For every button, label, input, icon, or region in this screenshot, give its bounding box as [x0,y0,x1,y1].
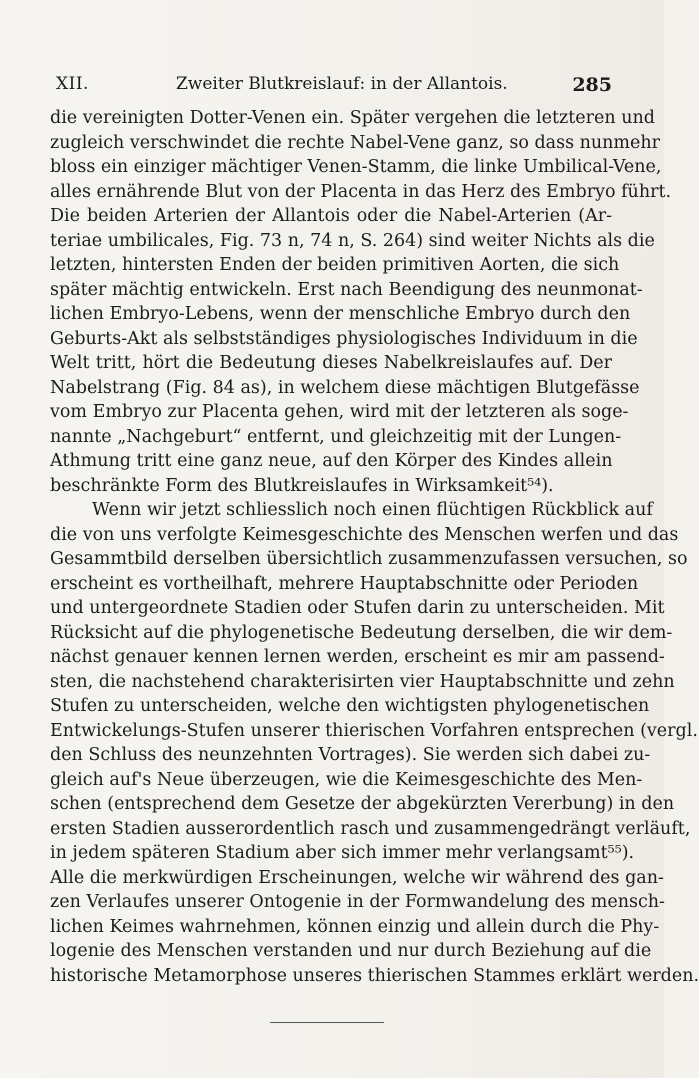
text-line: erscheint es vortheilhaft, mehrere Hauptabschnitte oder Perioden [50,573,639,594]
text-line: den Schluss des neunzehnten Vortrages). Sie werden sich dabei zu- [50,745,651,765]
text-line: logenie des Menschen verstanden und nur durch Beziehung auf die [50,941,652,961]
text-line: Welt tritt, hört die Bedeutung dieses Nabelkreislaufes auf. Der [50,353,612,373]
text-line: teriae umbilicales, Fig. 73 n, 74 n, S. 264) sind weiter Nichts als die [50,230,655,251]
text-line: letzten, hintersten Enden der beiden primitiven Aorten, die sich [50,255,620,275]
text-line: Rücksicht auf die phylogenetische Bedeutung derselben, die wir dem- [50,622,673,643]
text-line: bloss ein einziger mächtiger Venen-Stamm, die linke Umbilical-Vene, [50,157,662,177]
text-line: lichen Embryo-Lebens, wenn der menschliche Embryo durch den [50,304,631,324]
text-line: Alle die merkwürdigen Erscheinungen, welche wir während des gan- [50,867,664,888]
text-line: beschränkte Form des Blutkreislaufes in Wirksamkeit⁵⁴). [50,475,554,496]
text-line: Entwickelungs-Stufen unserer thierischen Vorfahren entsprechen (vergl. [50,720,698,741]
text-line: lichen Keimes wahrnehmen, können einzig und allein durch die Phy- [50,916,660,937]
text-line: historische Metamorphose unseres thierischen Stammes erklärt werden. [50,965,699,986]
text-line: schen (entsprechend dem Gesetze der abgekürzten Vererbung) in den [50,794,675,814]
text-line: vom Embryo zur Placenta gehen, wird mit der letzteren als soge- [50,402,629,422]
text-line: Stufen zu unterscheiden, welche den wichtigsten phylogenetischen [50,696,650,716]
paragraph-1 [50,106,672,498]
text-line: ersten Stadien ausserordentlich rasch und zusammengedrängt verläuft, [50,818,691,839]
text-line: Gesammtbild derselben übersichtlich zusammenzufassen versuchen, so [50,549,688,569]
text-line: gleich auf's Neue überzeugen, wie die Keimesgeschichte des Men- [50,769,643,790]
text-line: nächst genauer kennen lernen werden, erscheint es mir am passend- [50,647,665,667]
text-line: Wenn wir jetzt schliesslich noch einen flüchtigen Rückblick auf [92,500,653,520]
text-line: Die beiden Arterien der Allantois oder die Nabel-Arterien (Ar- [50,206,612,226]
text-line: in jedem späteren Stadium aber sich immer mehr verlangsamt⁵⁵). [50,843,635,863]
running-title: Zweiter Blutkreislauf: in der Allantois. [176,74,508,94]
page-number: 285 [572,74,612,96]
text-line: und untergeordnete Stadien oder Stufen darin zu unterscheiden. Mit [50,598,665,618]
text-line: die vereinigten Dotter-Venen ein. Später vergehen die letzteren und [50,108,655,128]
text-line: zugleich verschwindet die rechte Nabel-Vene ganz, so dass nunmehr [50,132,661,153]
paragraph-2 [50,498,699,988]
text-line: alles ernährende Blut von der Placenta in das Herz des Embryo führt. [50,181,672,202]
text-line: Geburts-Akt als selbstständiges physiologisches Individuum in die [50,328,638,349]
text-line: nannte „Nachgeburt“ entfernt, und gleichzeitig mit der Lungen- [50,426,622,447]
text-line: später mächtig entwickeln. Erst nach Beendigung des neunmonat- [50,279,643,300]
chapter-number: XII. [56,74,89,94]
text-line: Nabelstrang (Fig. 84 as), in welchem diese mächtigen Blutgefässe [50,377,640,398]
footer-rule [270,1022,384,1023]
body-text [50,106,699,988]
text-line: die von uns verfolgte Keimesgeschichte des Menschen werfen und das [50,524,679,545]
text-line: zen Verlaufes unserer Ontogenie in der Formwandelung des mensch- [50,892,665,912]
text-line: sten, die nachstehend charakterisirten vier Hauptabschnitte und zehn [50,671,675,692]
text-line: Athmung tritt eine ganz neue, auf den Körper des Kindes allein [50,451,613,471]
running-header [56,74,612,100]
